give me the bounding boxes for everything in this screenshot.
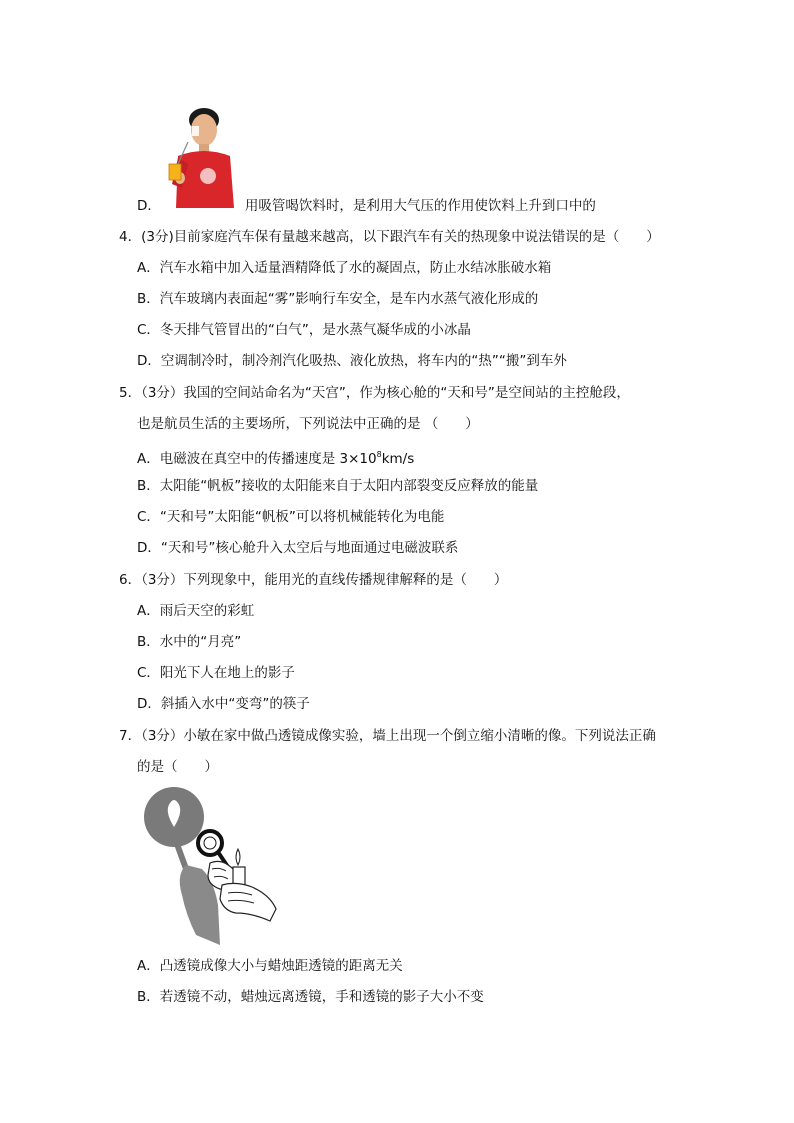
q3-option-d-text: 用吸管喝饮料时，是利用大气压的作用使饮料上升到口中的 bbox=[244, 198, 596, 214]
lens-experiment-illustration bbox=[140, 785, 285, 947]
q5-stem-line2: 也是航员生活的主要场所，下列说法中正确的是 （ ） bbox=[137, 416, 479, 432]
q4-option-b: B．汽车玻璃内表面起“雾”影响行车安全，是车内水蒸气液化形成的 bbox=[137, 291, 539, 307]
q7-stem-line2: 的是（ ） bbox=[137, 759, 218, 775]
q5-option-a-prefix: A．电磁波在真空中的传播速度是 3×10 bbox=[137, 451, 377, 467]
boy-drinking-image bbox=[166, 104, 236, 210]
q6-option-d: D．斜插入水中“变弯”的筷子 bbox=[137, 696, 310, 712]
q7-option-a: A．凸透镜成像大小与蜡烛距透镜的距离无关 bbox=[137, 958, 403, 974]
q6-option-c: C．阳光下人在地上的影子 bbox=[137, 665, 295, 681]
q6-option-b: B．水中的“月亮” bbox=[137, 634, 242, 650]
q4-option-c: C．冬天排气管冒出的“白气”，是水蒸气凝华成的小冰晶 bbox=[137, 322, 471, 338]
q3-option-d bbox=[137, 196, 596, 216]
q3-option-d-label: D． bbox=[137, 198, 161, 214]
q5-option-a-exponent: 8 bbox=[376, 450, 382, 459]
q4-option-a: A．汽车水箱中加入适量酒精降低了水的凝固点，防止水结冰胀破水箱 bbox=[137, 260, 552, 276]
q6-stem: 6．（3分）下列现象中，能用光的直线传播规律解释的是（ ） bbox=[119, 572, 508, 588]
q5-option-c: C．“天和号”太阳能“帆板”可以将机械能转化为电能 bbox=[137, 509, 445, 525]
q5-option-a bbox=[137, 445, 414, 469]
q5-option-d: D．“天和号”核心舱升入太空后与地面通过电磁波联系 bbox=[137, 540, 459, 556]
q7-option-b: B．若透镜不动，蜡烛远离透镜，手和透镜的影子大小不变 bbox=[137, 989, 484, 1005]
q4-stem: 4．(3分)目前家庭汽车保有量越来越高，以下跟汽车有关的热现象中说法错误的是（ ） bbox=[119, 229, 660, 245]
q5-stem-line1: 5．（3分）我国的空间站命名为“天宫”，作为核心舱的“天和号”是空间站的主控舱段， bbox=[119, 385, 630, 401]
q4-option-d: D．空调制冷时，制冷剂汽化吸热、液化放热，将车内的“热”“搬”到车外 bbox=[137, 353, 567, 369]
q5-option-a-suffix: km/s bbox=[381, 451, 415, 467]
q6-option-a: A．雨后天空的彩虹 bbox=[137, 603, 255, 619]
q7-stem-line1: 7．（3分）小敏在家中做凸透镜成像实验，墙上出现一个倒立缩小清晰的像。下列说法正确 bbox=[119, 728, 656, 744]
q5-option-b: B．太阳能“帆板”接收的太阳能来自于太阳内部裂变反应释放的能量 bbox=[137, 478, 539, 494]
